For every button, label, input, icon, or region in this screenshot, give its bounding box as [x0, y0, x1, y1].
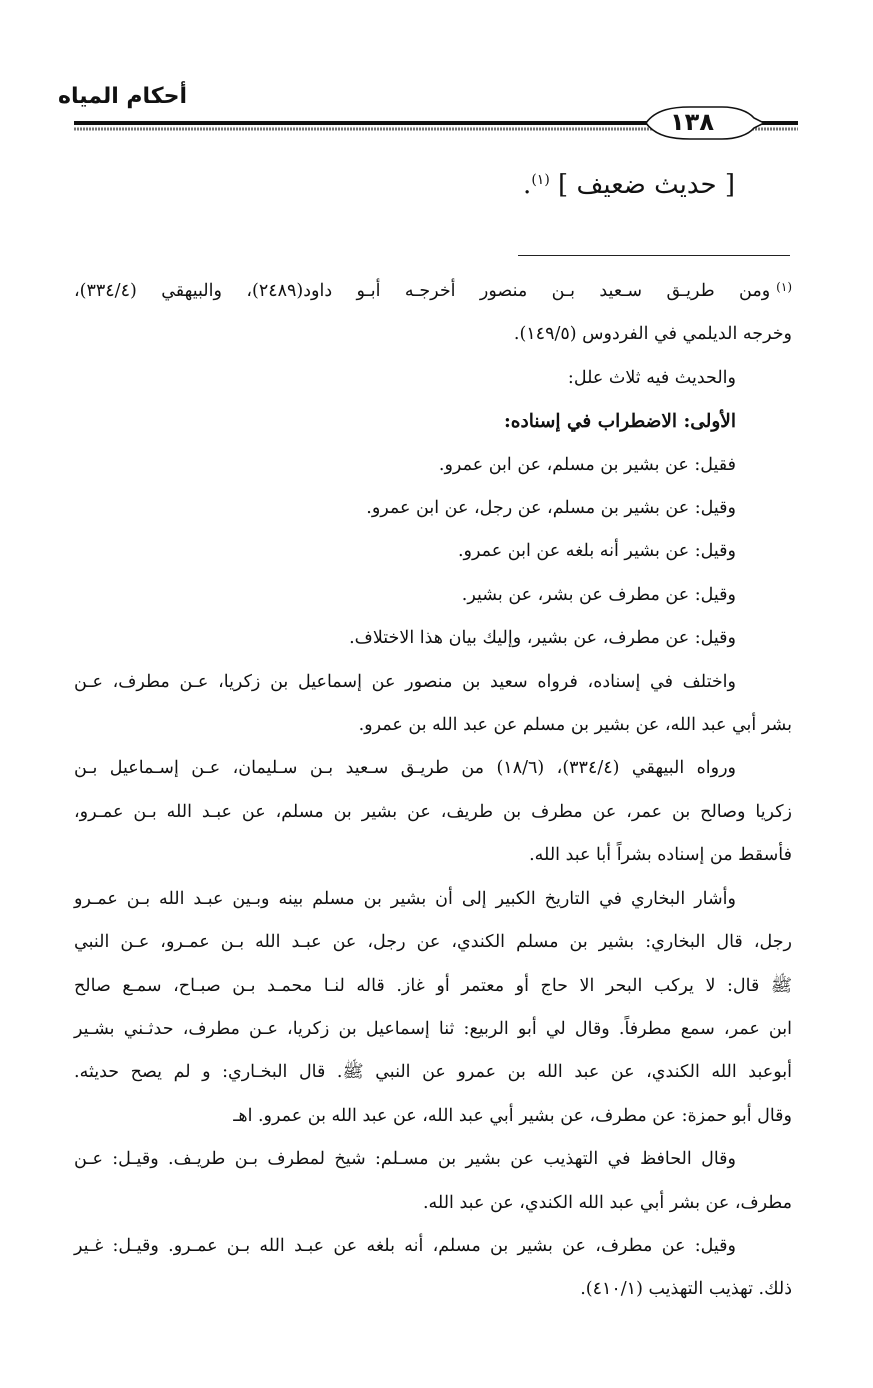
book-title: أحكام المياه	[57, 84, 187, 109]
footnotes-block	[74, 270, 792, 1312]
footnote-line: وخرجه الديلمي في الفردوس (١٤٩/٥).	[513, 324, 792, 345]
footnote-line: فأسقط من إسناده بشراً أبا عبد الله.	[529, 845, 792, 866]
footnote-line: والحديث فيه ثلاث علل:	[567, 367, 736, 388]
main-text-line	[523, 170, 735, 200]
footnote-line: مطرف، عن بشر أبي عبد الله الكندي، عن عبد الله.	[422, 1192, 792, 1213]
footnote-line: واختلف في إسناده، فرواه سعيد بن منصور عن إسماعيل بن زكريا، عـن مطرف، عـن	[74, 671, 736, 692]
footnote-ref-marker: (١)	[776, 280, 792, 294]
footnote-line: ورواه البيهقي (٣٣٤/٤)، (١٨/٦) من طريـق سـعيد بـن سـليمان، عـن إسـماعيل بـن	[74, 758, 736, 779]
footnote-text: ومن طريـق سـعيد بـن منصور أخرجـه أبـو داود(٢٤٨٩)، والبيهقي (٣٣٤/٤)،	[74, 281, 771, 301]
footnote-line: ﷺ قال: لا يركب البحر الا حاج أو معتمر أو غاز. قاله لنـا محمـد بـن صبـاح، سمـع صالح	[74, 975, 792, 996]
footnote-line: وقيل: عن بشير أنه بلغه عن ابن عمرو.	[457, 541, 736, 562]
footnote-marker: (١)	[531, 172, 550, 188]
footnote-line: وقال الحافظ في التهذيب عن بشير بن مسـلم: شيخ لمطرف بـن طريـف. وقيـل: عـن	[74, 1149, 736, 1170]
footnote-line: وأشار البخاري في التاريخ الكبير إلى أن بشير بن مسلم بينه وبـين عبـد الله بـن عمـرو	[74, 888, 736, 909]
footnote-line	[74, 270, 792, 313]
footnote-line: فقيل: عن بشير بن مسلم، عن ابن عمرو.	[438, 454, 736, 475]
hadith-grade: [ حديث ضعيف ]	[558, 170, 735, 200]
footnote-line: رجل، قال البخاري: بشير بن مسلم الكندي، عن رجل، عن عبـد الله بـن عمـرو، عـن النبي	[74, 932, 792, 953]
footnote-line: وقيل: عن مطرف، عن بشير بن مسلم، أنه بلغه عن عبـد الله بـن عمـرو. وقيـل: غـير	[74, 1235, 736, 1256]
footnote-line: وقيل: عن مطرف عن بشر، عن بشير.	[461, 584, 736, 605]
footnote-line: زكريا وصالح بن عمر، عن مطرف بن طريف، عن بشير بن مسلم، عن عبـد الله بـن عمـرو،	[74, 801, 792, 822]
footnote-line: وقيل: عن مطرف، عن بشير، وإليك بيان هذا الاختلاف.	[349, 628, 736, 649]
footnote-line: وقال أبو حمزة: عن مطرف، عن بشير أبي عبد الله، عن عبد الله بن عمرو. اهـ	[233, 1105, 792, 1126]
footnote-heading: الأولى: الاضطراب في إسناده:	[503, 411, 736, 433]
end-mark: .	[523, 170, 532, 200]
footnote-line: أبوعبد الله الكندي، عن عبد الله بن عمرو عن النبي ﷺ. قال البخـاري: و لم يصح حديثه.	[74, 1062, 792, 1083]
footnote-divider	[518, 255, 790, 256]
footnote-line: وقيل: عن بشير بن مسلم، عن رجل، عن ابن عمرو.	[366, 498, 736, 519]
page-number: ١٣٨	[670, 108, 714, 136]
footnote-line: بشر أبي عبد الله، عن بشير بن مسلم عن عبد الله بن عمرو.	[358, 715, 792, 736]
footnote-line: ذلك. تهذيب التهذيب (٤١٠/١).	[580, 1279, 792, 1300]
footnote-line: ابن عمر، سمع مطرفاً. وقال لي أبو الربيع: ثنا إسماعيل بن زكريا، عـن مطرف، حدثـني بشـير	[74, 1018, 792, 1039]
